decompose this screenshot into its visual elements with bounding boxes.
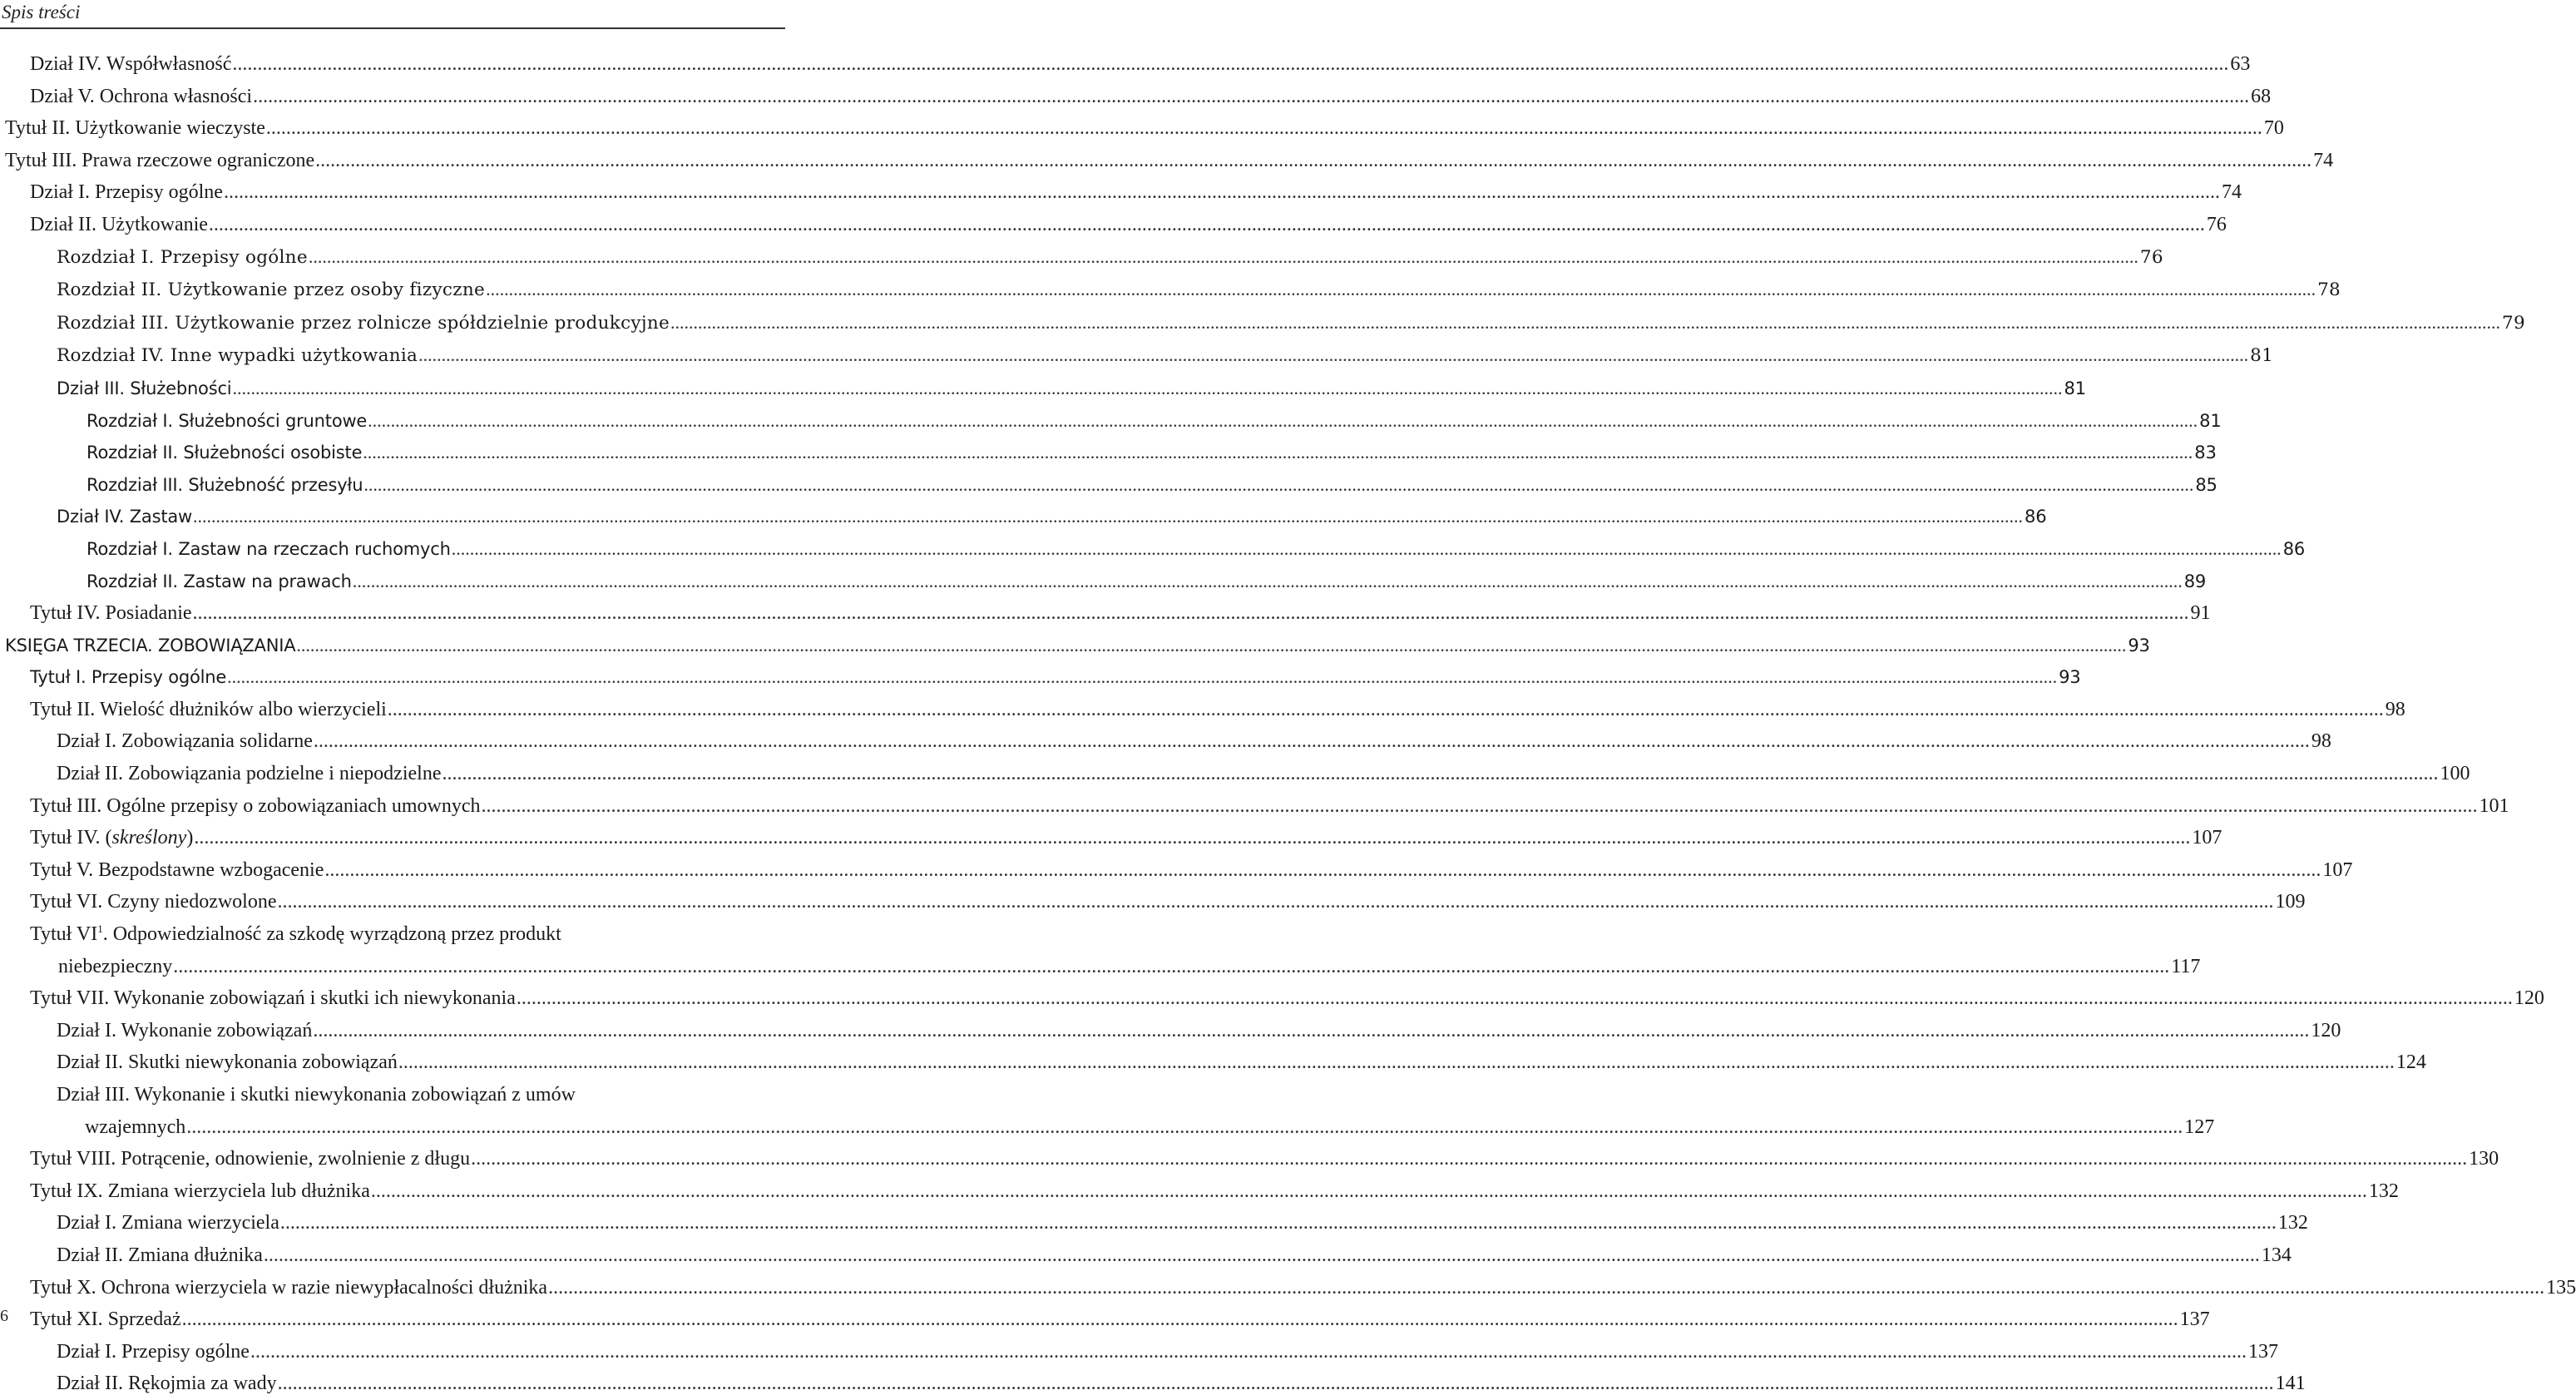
toc-entry[interactable] bbox=[0, 501, 2047, 533]
toc-dot-leader: ................................................................................................................................................................................................................................................................................................................................................................................................................ bbox=[279, 1212, 2277, 1234]
toc-entry-line bbox=[57, 241, 2163, 275]
toc-title-text: Tytuł I. Przepisy ogólne bbox=[30, 667, 227, 688]
toc-entry-line bbox=[87, 405, 2222, 438]
toc-entry[interactable] bbox=[0, 112, 2284, 145]
toc-entry-line bbox=[30, 886, 2306, 918]
toc-entry-line bbox=[87, 533, 2306, 566]
toc-dot-leader: ................................................................................................................................................................................................................................................................................................................................................................................................................ bbox=[516, 987, 2513, 1010]
toc-entry-line bbox=[30, 1272, 2576, 1304]
toc-page-number: 120 bbox=[2514, 987, 2544, 1010]
toc-dot-leader: ................................................................................................................................................................................................................................................................................................................................................................................................................ bbox=[173, 955, 2170, 977]
toc-entry[interactable] bbox=[0, 597, 2211, 630]
header-rule bbox=[0, 27, 785, 29]
toc-page-number: 83 bbox=[2194, 443, 2217, 463]
toc-dot-leader: ................................................................................................................................................................................................................................................................................................................................................................................................................ bbox=[208, 213, 2205, 235]
toc-entry-continuation-line bbox=[57, 1111, 2215, 1144]
toc-title-text: Dział I. Wykonanie zobowiązań bbox=[57, 1019, 313, 1041]
toc-title-text: Rozdział II. Zastaw na prawach bbox=[87, 571, 352, 591]
toc-page-number: 86 bbox=[2282, 538, 2306, 559]
toc-entry[interactable] bbox=[0, 1239, 2292, 1272]
toc-dot-leader: ................................................................................................................................................................................................................................................................................................................................................................................................................ bbox=[232, 377, 2063, 398]
toc-dot-leader: ................................................................................................................................................................................................................................................................................................................................................................................................................ bbox=[192, 602, 2189, 625]
toc-entry[interactable] bbox=[0, 274, 2341, 307]
toc-title-superscript: 1 bbox=[97, 923, 103, 936]
toc-entry[interactable] bbox=[0, 48, 2251, 81]
toc-entry-line bbox=[57, 725, 2331, 758]
toc-title-text: Dział II. Użytkowanie bbox=[30, 213, 208, 235]
toc-title-text: Dział III. Służebności bbox=[57, 378, 232, 398]
toc-entry-line bbox=[30, 48, 2251, 81]
toc-page-number: 81 bbox=[2064, 378, 2086, 398]
toc-entry-title bbox=[57, 1239, 263, 1272]
toc-page-number: 78 bbox=[2317, 280, 2341, 301]
toc-entry-title bbox=[5, 145, 314, 177]
toc-title-text: Dział I. Przepisy ogólne bbox=[57, 1340, 250, 1363]
toc-dot-leader: ................................................................................................................................................................................................................................................................................................................................................................................................................ bbox=[486, 279, 2316, 300]
toc-entry[interactable] bbox=[0, 1175, 2399, 1208]
toc-entry-line bbox=[30, 1304, 2210, 1336]
toc-page-number: 93 bbox=[2128, 635, 2150, 655]
toc-entry-title bbox=[5, 630, 295, 662]
toc-dot-leader: ................................................................................................................................................................................................................................................................................................................................................................................................................ bbox=[265, 117, 2262, 140]
toc-dot-leader: ................................................................................................................................................................................................................................................................................................................................................................................................................ bbox=[442, 763, 2439, 785]
toc-entry[interactable] bbox=[0, 307, 2525, 340]
toc-entry[interactable] bbox=[0, 630, 2150, 662]
toc-title-text: Tytuł VII. Wykonanie zobowiązań i skutki ich niewykonania bbox=[30, 987, 516, 1010]
toc-title-text: Rozdział I. Przepisy ogólne bbox=[57, 246, 308, 268]
toc-title-text: Tytuł II. Użytkowanie wieczyste bbox=[5, 117, 265, 140]
toc-entry[interactable] bbox=[0, 1336, 2278, 1368]
toc-entry-line bbox=[30, 209, 2227, 241]
toc-dot-leader: ................................................................................................................................................................................................................................................................................................................................................................................................................ bbox=[232, 53, 2229, 75]
toc-page-number: 81 bbox=[2250, 345, 2274, 367]
toc-entry-title bbox=[57, 1368, 277, 1400]
toc-page-number: 101 bbox=[2479, 794, 2509, 817]
toc-dot-leader: ................................................................................................................................................................................................................................................................................................................................................................................................................ bbox=[308, 245, 2138, 267]
toc-entry-title bbox=[30, 1272, 547, 1304]
toc-entry-line bbox=[57, 307, 2525, 340]
toc-title-text: Dział II. Skutki niewykonania zobowiązań bbox=[57, 1051, 398, 1074]
toc-page-number: 120 bbox=[2311, 1019, 2341, 1041]
toc-entry-line bbox=[30, 597, 2211, 630]
toc-title-continuation: wzajemnych bbox=[85, 1116, 186, 1138]
toc-dot-leader: ................................................................................................................................................................................................................................................................................................................................................................................................................ bbox=[313, 730, 2310, 753]
toc-page-number: 107 bbox=[2322, 858, 2353, 881]
toc-entry-line bbox=[30, 694, 2405, 726]
toc-entry-title bbox=[30, 790, 481, 823]
toc-entry[interactable] bbox=[0, 694, 2405, 726]
toc-entry-line bbox=[30, 1175, 2399, 1208]
toc-dot-leader: ................................................................................................................................................................................................................................................................................................................................................................................................................ bbox=[253, 85, 2250, 107]
toc-title-text: Dział I. Przepisy ogólne bbox=[30, 181, 223, 204]
toc-title-text: Dział I. Zobowiązania solidarne bbox=[57, 730, 313, 753]
toc-entry-line bbox=[87, 566, 2207, 598]
toc-title-continuation: niebezpieczny bbox=[58, 955, 173, 977]
toc-dot-leader: ................................................................................................................................................................................................................................................................................................................................................................................................................ bbox=[263, 1244, 2260, 1266]
toc-title-text: Dział II. Zobowiązania podzielne i niepodzielne bbox=[57, 763, 442, 785]
page-number: 6 bbox=[0, 1307, 8, 1325]
toc-entry-first-line bbox=[57, 1079, 784, 1111]
toc-entry-line bbox=[5, 112, 2284, 145]
toc-entry-line bbox=[57, 501, 2047, 533]
toc-entry-line bbox=[30, 822, 2222, 854]
toc-page-number: 98 bbox=[2311, 730, 2331, 753]
toc-entry-line bbox=[87, 437, 2217, 469]
toc-dot-leader: ................................................................................................................................................................................................................................................................................................................................................................................................................ bbox=[363, 473, 2194, 495]
toc-entry-title bbox=[57, 1336, 250, 1368]
toc-dot-leader: ................................................................................................................................................................................................................................................................................................................................................................................................................ bbox=[315, 149, 2312, 171]
toc-page-number: 89 bbox=[2183, 571, 2207, 591]
toc-entry[interactable] bbox=[0, 145, 2334, 177]
toc-entry[interactable] bbox=[0, 373, 2086, 405]
toc-entry-title bbox=[5, 112, 265, 145]
toc-entry[interactable] bbox=[0, 469, 2218, 502]
toc-title-text: Dział II. Rękojmia za wady bbox=[57, 1373, 277, 1395]
toc-entry[interactable] bbox=[0, 81, 2272, 113]
toc-entry[interactable] bbox=[0, 886, 2306, 918]
toc-dot-leader: ................................................................................................................................................................................................................................................................................................................................................................................................................ bbox=[181, 1308, 2178, 1331]
toc-entry[interactable] bbox=[0, 1015, 2341, 1047]
toc-title-text: Tytuł XI. Sprzedaż bbox=[30, 1308, 181, 1331]
toc-dot-leader: ................................................................................................................................................................................................................................................................................................................................................................................................................ bbox=[277, 1373, 2274, 1395]
toc-entry-continuation-line bbox=[30, 951, 2201, 983]
toc-entry-line bbox=[57, 339, 2274, 373]
toc-entry-line bbox=[30, 176, 2242, 209]
toc-dot-leader: ................................................................................................................................................................................................................................................................................................................................................................................................................ bbox=[186, 1116, 2183, 1138]
toc-entry-title bbox=[30, 176, 223, 209]
toc-dot-leader: ................................................................................................................................................................................................................................................................................................................................................................................................................ bbox=[471, 1148, 2468, 1170]
toc-entry-title bbox=[57, 501, 192, 533]
toc-entry-title bbox=[87, 566, 352, 598]
toc-title-text: Tytuł II. Wielość dłużników albo wierzycieli bbox=[30, 698, 387, 720]
toc-entry-line bbox=[5, 630, 2150, 662]
toc-title-text: Dział V. Ochrona własności bbox=[30, 85, 253, 107]
toc-entry-line bbox=[87, 469, 2218, 502]
toc-dot-leader: ................................................................................................................................................................................................................................................................................................................................................................................................................ bbox=[277, 891, 2274, 913]
toc-entry-title bbox=[57, 758, 441, 790]
toc-entry[interactable] bbox=[0, 241, 2163, 275]
toc-entry[interactable] bbox=[0, 1368, 2306, 1400]
toc-dot-leader: ................................................................................................................................................................................................................................................................................................................................................................................................................ bbox=[313, 1019, 2310, 1041]
toc-entry-title bbox=[30, 1304, 181, 1336]
toc-title-text: KSIĘGA TRZECIA. ZOBOWIĄZANIA bbox=[5, 635, 296, 655]
toc-entry[interactable] bbox=[0, 437, 2217, 469]
toc-entry-title bbox=[30, 854, 324, 887]
toc-dot-leader: ................................................................................................................................................................................................................................................................................................................................................................................................................ bbox=[227, 666, 2058, 688]
toc-dot-leader: ................................................................................................................................................................................................................................................................................................................................................................................................................ bbox=[223, 181, 2220, 204]
toc-page-number: 100 bbox=[2440, 763, 2470, 785]
toc-page-number: 98 bbox=[2385, 698, 2405, 720]
toc-entry[interactable] bbox=[0, 758, 2470, 790]
toc-entry-title bbox=[30, 597, 192, 630]
toc-title-text: Tytuł IX. Zmiana wierzyciela lub dłużnika bbox=[30, 1180, 370, 1202]
toc-entry-title bbox=[30, 1175, 370, 1208]
toc-page-number: 76 bbox=[2206, 213, 2227, 235]
toc-title-text: Rozdział I. Zastaw na rzeczach ruchomych bbox=[87, 538, 451, 559]
toc-dot-leader: ................................................................................................................................................................................................................................................................................................................................................................................................................ bbox=[481, 794, 2478, 817]
toc-entry[interactable] bbox=[0, 405, 2222, 438]
toc-entry-line bbox=[57, 373, 2086, 405]
toc-dot-leader: ................................................................................................................................................................................................................................................................................................................................................................................................................ bbox=[352, 570, 2183, 591]
toc-entry-title bbox=[57, 242, 308, 275]
toc-entry-line bbox=[57, 758, 2470, 790]
toc-entry-title bbox=[30, 923, 561, 945]
toc-entry-line bbox=[30, 661, 2081, 694]
toc-title-italic: skreślony bbox=[111, 827, 187, 849]
toc-page-number: 79 bbox=[2502, 312, 2525, 334]
toc-entry[interactable] bbox=[0, 1079, 2215, 1143]
toc-entry-title bbox=[87, 405, 367, 438]
toc-entry-line bbox=[5, 145, 2334, 177]
toc-page-number: 74 bbox=[2221, 181, 2242, 204]
toc-dot-leader: ................................................................................................................................................................................................................................................................................................................................................................................................................ bbox=[193, 506, 2024, 527]
toc-entry-title bbox=[30, 982, 516, 1015]
toc-entry-line bbox=[30, 1143, 2499, 1175]
toc-entry-title bbox=[30, 81, 252, 113]
toc-entry[interactable] bbox=[0, 854, 2353, 887]
toc-entry-line bbox=[57, 274, 2341, 307]
toc-title-text: Tytuł X. Ochrona wierzyciela w razie niewypłacalności dłużnika bbox=[30, 1276, 548, 1299]
toc-entry-title bbox=[57, 725, 313, 758]
toc-title-text: Tytuł III. Prawa rzeczowe ograniczone bbox=[5, 149, 315, 171]
toc-title-text: Rozdział II. Służebności osobiste bbox=[87, 443, 363, 463]
toc-entry-line bbox=[30, 854, 2353, 887]
toc-entry-title bbox=[87, 437, 362, 469]
toc-title-text: Tytuł V. Bezpodstawne wzbogacenie bbox=[30, 858, 324, 881]
toc-page-number: 85 bbox=[2195, 474, 2218, 495]
toc-entry-title bbox=[87, 533, 451, 566]
toc-page-number: 130 bbox=[2469, 1148, 2499, 1170]
toc-entry-title bbox=[57, 1046, 398, 1079]
toc-page-number: 134 bbox=[2261, 1244, 2292, 1266]
toc-entry-title bbox=[30, 886, 277, 918]
toc-page-number: 109 bbox=[2275, 891, 2306, 913]
toc-page-number: 76 bbox=[2139, 246, 2163, 268]
toc-entry-title bbox=[87, 469, 363, 502]
toc-entry-line bbox=[30, 81, 2272, 113]
toc-title-text: Tytuł VI bbox=[30, 923, 98, 946]
toc-entry[interactable] bbox=[0, 1207, 2308, 1239]
toc-entry[interactable] bbox=[0, 661, 2081, 694]
toc-entry-line bbox=[57, 1046, 2426, 1079]
toc-title-text: Rozdział III. Użytkowanie przez rolnicze spółdzielnie produkcyjne bbox=[57, 312, 670, 334]
toc-entry-title bbox=[57, 1084, 576, 1106]
toc-dot-leader: ................................................................................................................................................................................................................................................................................................................................................................................................................ bbox=[370, 1180, 2367, 1202]
toc-dot-leader: ................................................................................................................................................................................................................................................................................................................................................................................................................ bbox=[363, 442, 2193, 463]
toc-title-text-after: ) bbox=[186, 827, 194, 849]
toc-entry-title bbox=[57, 1207, 279, 1239]
toc-entry[interactable] bbox=[0, 725, 2331, 758]
toc-entry[interactable] bbox=[0, 1272, 2576, 1304]
toc-entry-line bbox=[57, 1207, 2308, 1239]
toc-dot-leader: ................................................................................................................................................................................................................................................................................................................................................................................................................ bbox=[670, 311, 2501, 333]
toc-dot-leader: ................................................................................................................................................................................................................................................................................................................................................................................................................ bbox=[398, 1051, 2395, 1074]
toc-title-text: Dział IV. Współwłasność bbox=[30, 53, 232, 75]
toc-page-number: 137 bbox=[2179, 1308, 2210, 1331]
toc-entry-line bbox=[30, 790, 2509, 823]
toc-title-text: Dział IV. Zastaw bbox=[57, 507, 193, 527]
toc-entry[interactable] bbox=[0, 339, 2274, 373]
toc-page-number: 132 bbox=[2277, 1212, 2308, 1234]
toc-entry-title bbox=[30, 661, 226, 694]
toc-entry-line bbox=[57, 1239, 2292, 1272]
table-of-contents bbox=[0, 48, 2576, 1400]
toc-dot-leader: ................................................................................................................................................................................................................................................................................................................................................................................................................ bbox=[548, 1276, 2545, 1299]
toc-dot-leader: ................................................................................................................................................................................................................................................................................................................................................................................................................ bbox=[451, 537, 2282, 559]
toc-entry-first-line bbox=[30, 918, 784, 951]
toc-dot-leader: ................................................................................................................................................................................................................................................................................................................................................................................................................ bbox=[418, 344, 2249, 366]
toc-entry[interactable] bbox=[0, 1046, 2426, 1079]
toc-entry[interactable] bbox=[0, 533, 2306, 566]
toc-page-number: 117 bbox=[2171, 955, 2201, 977]
toc-page-number: 124 bbox=[2396, 1051, 2426, 1074]
toc-entry-line bbox=[30, 982, 2544, 1015]
toc-entry-title bbox=[57, 373, 231, 405]
toc-title-text: Rozdział I. Służebności gruntowe bbox=[87, 410, 368, 431]
toc-page-number: 141 bbox=[2275, 1373, 2306, 1395]
toc-entry[interactable] bbox=[0, 1304, 2210, 1336]
toc-title-text: Tytuł IV. ( bbox=[30, 827, 112, 849]
toc-title-text: Rozdział III. Służebność przesyłu bbox=[87, 474, 363, 495]
toc-dot-leader: ................................................................................................................................................................................................................................................................................................................................................................................................................ bbox=[250, 1340, 2247, 1363]
toc-page-number: 86 bbox=[2025, 507, 2047, 527]
toc-entry-title bbox=[30, 48, 231, 81]
toc-entry-line bbox=[57, 1368, 2306, 1400]
toc-title-text: Tytuł III. Ogólne przepisy o zobowiązaniach umownych bbox=[30, 794, 481, 817]
toc-entry-title bbox=[57, 275, 485, 307]
toc-page-number: 63 bbox=[2230, 53, 2251, 75]
toc-page-number: 127 bbox=[2184, 1116, 2215, 1138]
toc-entry-line bbox=[57, 1336, 2278, 1368]
toc-title-text: Dział II. Zmiana dłużnika bbox=[57, 1244, 263, 1266]
toc-entry[interactable] bbox=[0, 1143, 2499, 1175]
toc-dot-leader: ................................................................................................................................................................................................................................................................................................................................................................................................................ bbox=[387, 698, 2384, 720]
toc-dot-leader: ................................................................................................................................................................................................................................................................................................................................................................................................................ bbox=[324, 858, 2321, 881]
toc-entry[interactable] bbox=[0, 982, 2544, 1015]
toc-page-number: 132 bbox=[2368, 1180, 2399, 1202]
toc-title-text: Dział III. Wykonanie i skutki niewykonania zobowiązań z umów bbox=[57, 1084, 576, 1106]
toc-entry-title bbox=[30, 1143, 470, 1175]
toc-page-number: 81 bbox=[2199, 410, 2222, 431]
toc-page-number: 91 bbox=[2190, 602, 2211, 625]
toc-entry-title bbox=[30, 822, 193, 854]
toc-page-number: 70 bbox=[2263, 117, 2284, 140]
toc-title-text: Rozdział IV. Inne wypadki użytkowania bbox=[57, 345, 418, 367]
toc-title-text: Rozdział II. Użytkowanie przez osoby fizyczne bbox=[57, 280, 486, 301]
toc-entry[interactable] bbox=[0, 790, 2509, 823]
toc-entry[interactable] bbox=[0, 566, 2207, 598]
toc-page-number: 137 bbox=[2247, 1340, 2278, 1363]
toc-dot-leader: ................................................................................................................................................................................................................................................................................................................................................................................................................ bbox=[194, 827, 2191, 849]
toc-title-text-after: . Odpowiedzialność za szkodę wyrządzoną przez produkt bbox=[102, 923, 561, 946]
toc-dot-leader: ................................................................................................................................................................................................................................................................................................................................................................................................................ bbox=[368, 409, 2198, 431]
toc-entry[interactable] bbox=[0, 918, 2201, 982]
toc-entry[interactable] bbox=[0, 209, 2227, 241]
toc-entry-title bbox=[30, 209, 208, 241]
toc-entry-title bbox=[57, 1015, 312, 1047]
toc-entry-title bbox=[30, 694, 387, 726]
toc-entry-title bbox=[57, 340, 418, 373]
toc-page-number: 68 bbox=[2251, 85, 2272, 107]
running-head-title: Spis treści bbox=[2, 2, 81, 22]
toc-page-number: 74 bbox=[2313, 149, 2334, 171]
toc-entry-line bbox=[57, 1015, 2341, 1047]
toc-entry[interactable] bbox=[0, 822, 2222, 854]
toc-page-number: 135 bbox=[2546, 1276, 2576, 1299]
toc-title-text: Tytuł VIII. Potrącenie, odnowienie, zwolnienie z długu bbox=[30, 1148, 471, 1170]
toc-title-text: Tytuł VI. Czyny niedozwolone bbox=[30, 891, 277, 913]
toc-page-number: 93 bbox=[2059, 667, 2081, 688]
toc-title-text: Tytuł IV. Posiadanie bbox=[30, 602, 192, 625]
toc-entry-title bbox=[57, 308, 670, 340]
toc-page-number: 107 bbox=[2192, 827, 2222, 849]
toc-dot-leader: ................................................................................................................................................................................................................................................................................................................................................................................................................ bbox=[296, 634, 2127, 655]
toc-entry[interactable] bbox=[0, 176, 2242, 209]
toc-title-text: Dział I. Zmiana wierzyciela bbox=[57, 1212, 279, 1234]
